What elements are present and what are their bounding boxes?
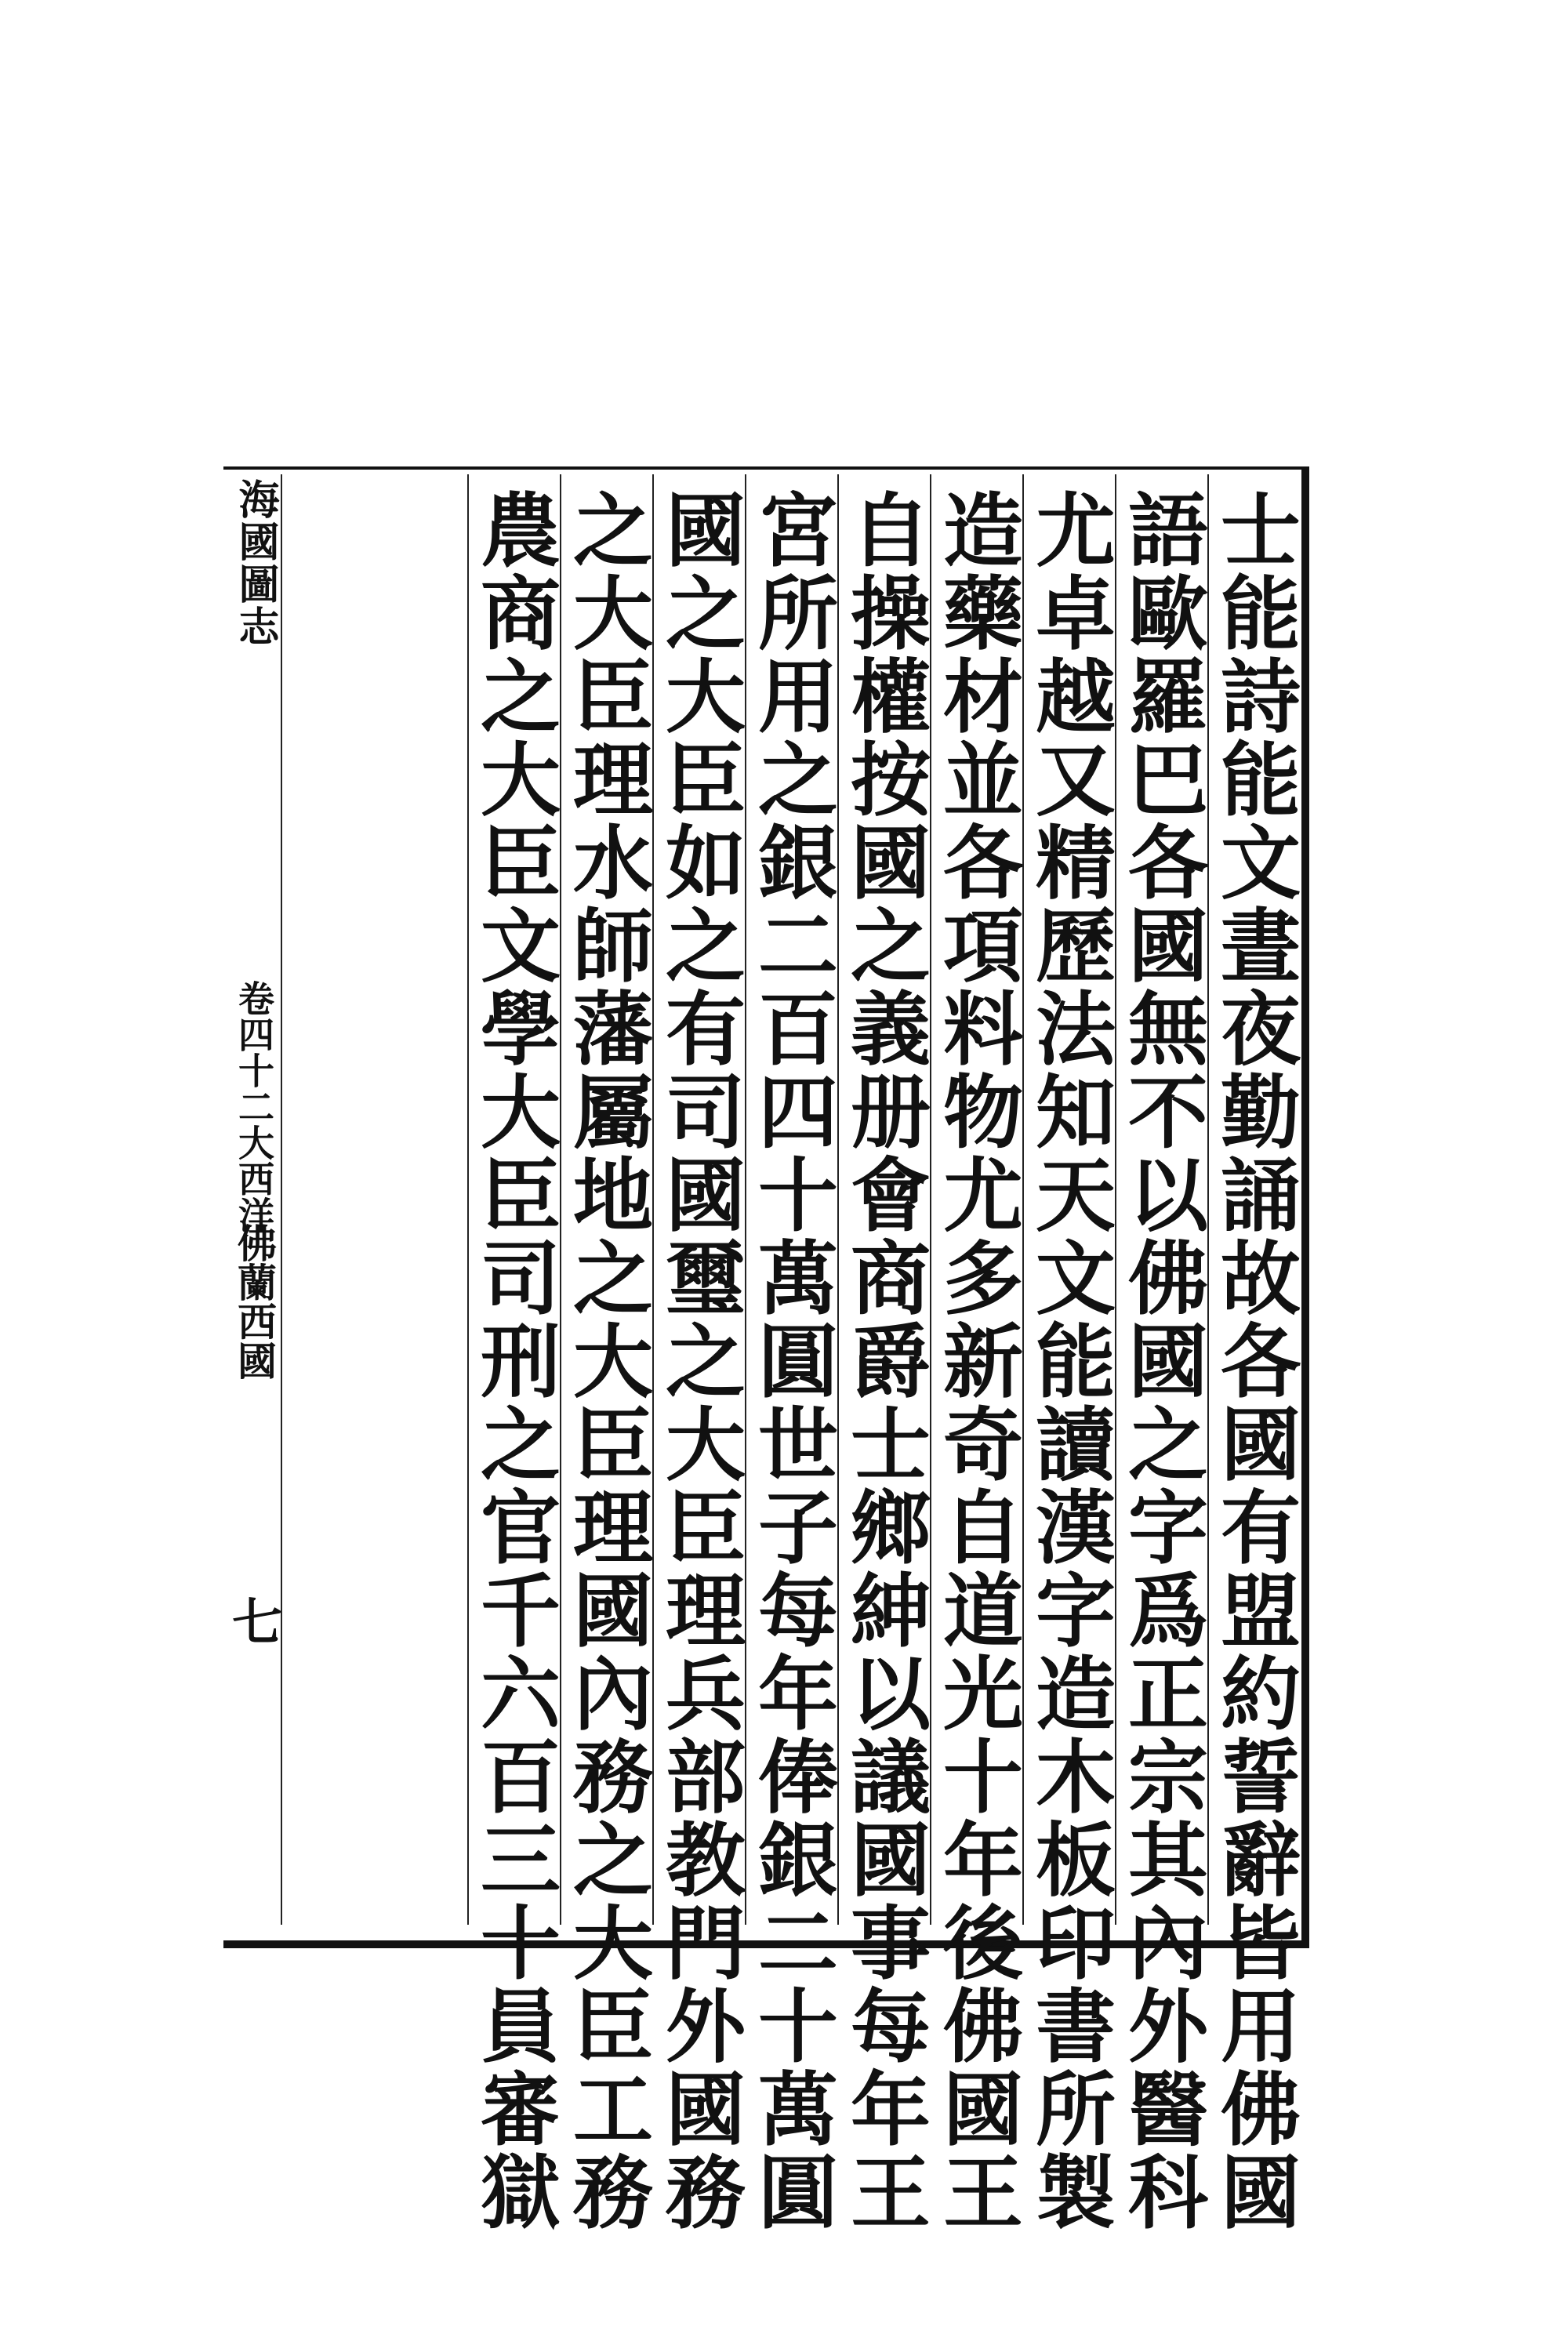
text-column [837, 474, 931, 2234]
column-text: 農商之大臣文學大臣司刑之官千六百三十員審獄 [467, 488, 561, 2234]
column-text: 造藥材並各項料物尤多新奇自道光十年後佛國王 [930, 488, 1024, 2234]
subject-label: 佛蘭西國 [231, 1223, 278, 1380]
column-text: 自操權按國之義册會商爵士鄉紳以議國事每年王 [837, 488, 931, 2234]
text-column [930, 474, 1024, 2234]
text-column [1022, 474, 1116, 2234]
text-column [467, 474, 561, 2234]
chapter-label: 卷四十二大西洋 [233, 980, 275, 1232]
column-text: 語歐羅巴各國無不以佛國之字爲正宗其內外醫科 [1115, 488, 1209, 2234]
text-column [560, 474, 654, 2234]
running-title: 海國圖志 [231, 478, 279, 648]
column-text: 國之大臣如之有司國璽之大臣理兵部教門外國務 [652, 488, 746, 2234]
column-text: 尤卓越又精歷法知天文能讀漢字造木板印書所製 [1022, 488, 1116, 2234]
text-column [1207, 474, 1301, 2234]
text-block [282, 474, 1301, 2234]
text-column [745, 474, 839, 2234]
page-number: 七 [223, 1595, 282, 1646]
text-column [652, 474, 746, 2234]
text-column [1115, 474, 1209, 2234]
column-text: 士能詩能文晝夜勤誦故各國有盟約誓辭皆用佛國 [1207, 488, 1301, 2234]
column-text: 宮所用之銀二百四十萬圓世子每年俸銀二十萬圓 [745, 488, 839, 2234]
column-text: 之大臣理水師藩屬地之大臣理國內務之大臣工務 [560, 488, 654, 2234]
